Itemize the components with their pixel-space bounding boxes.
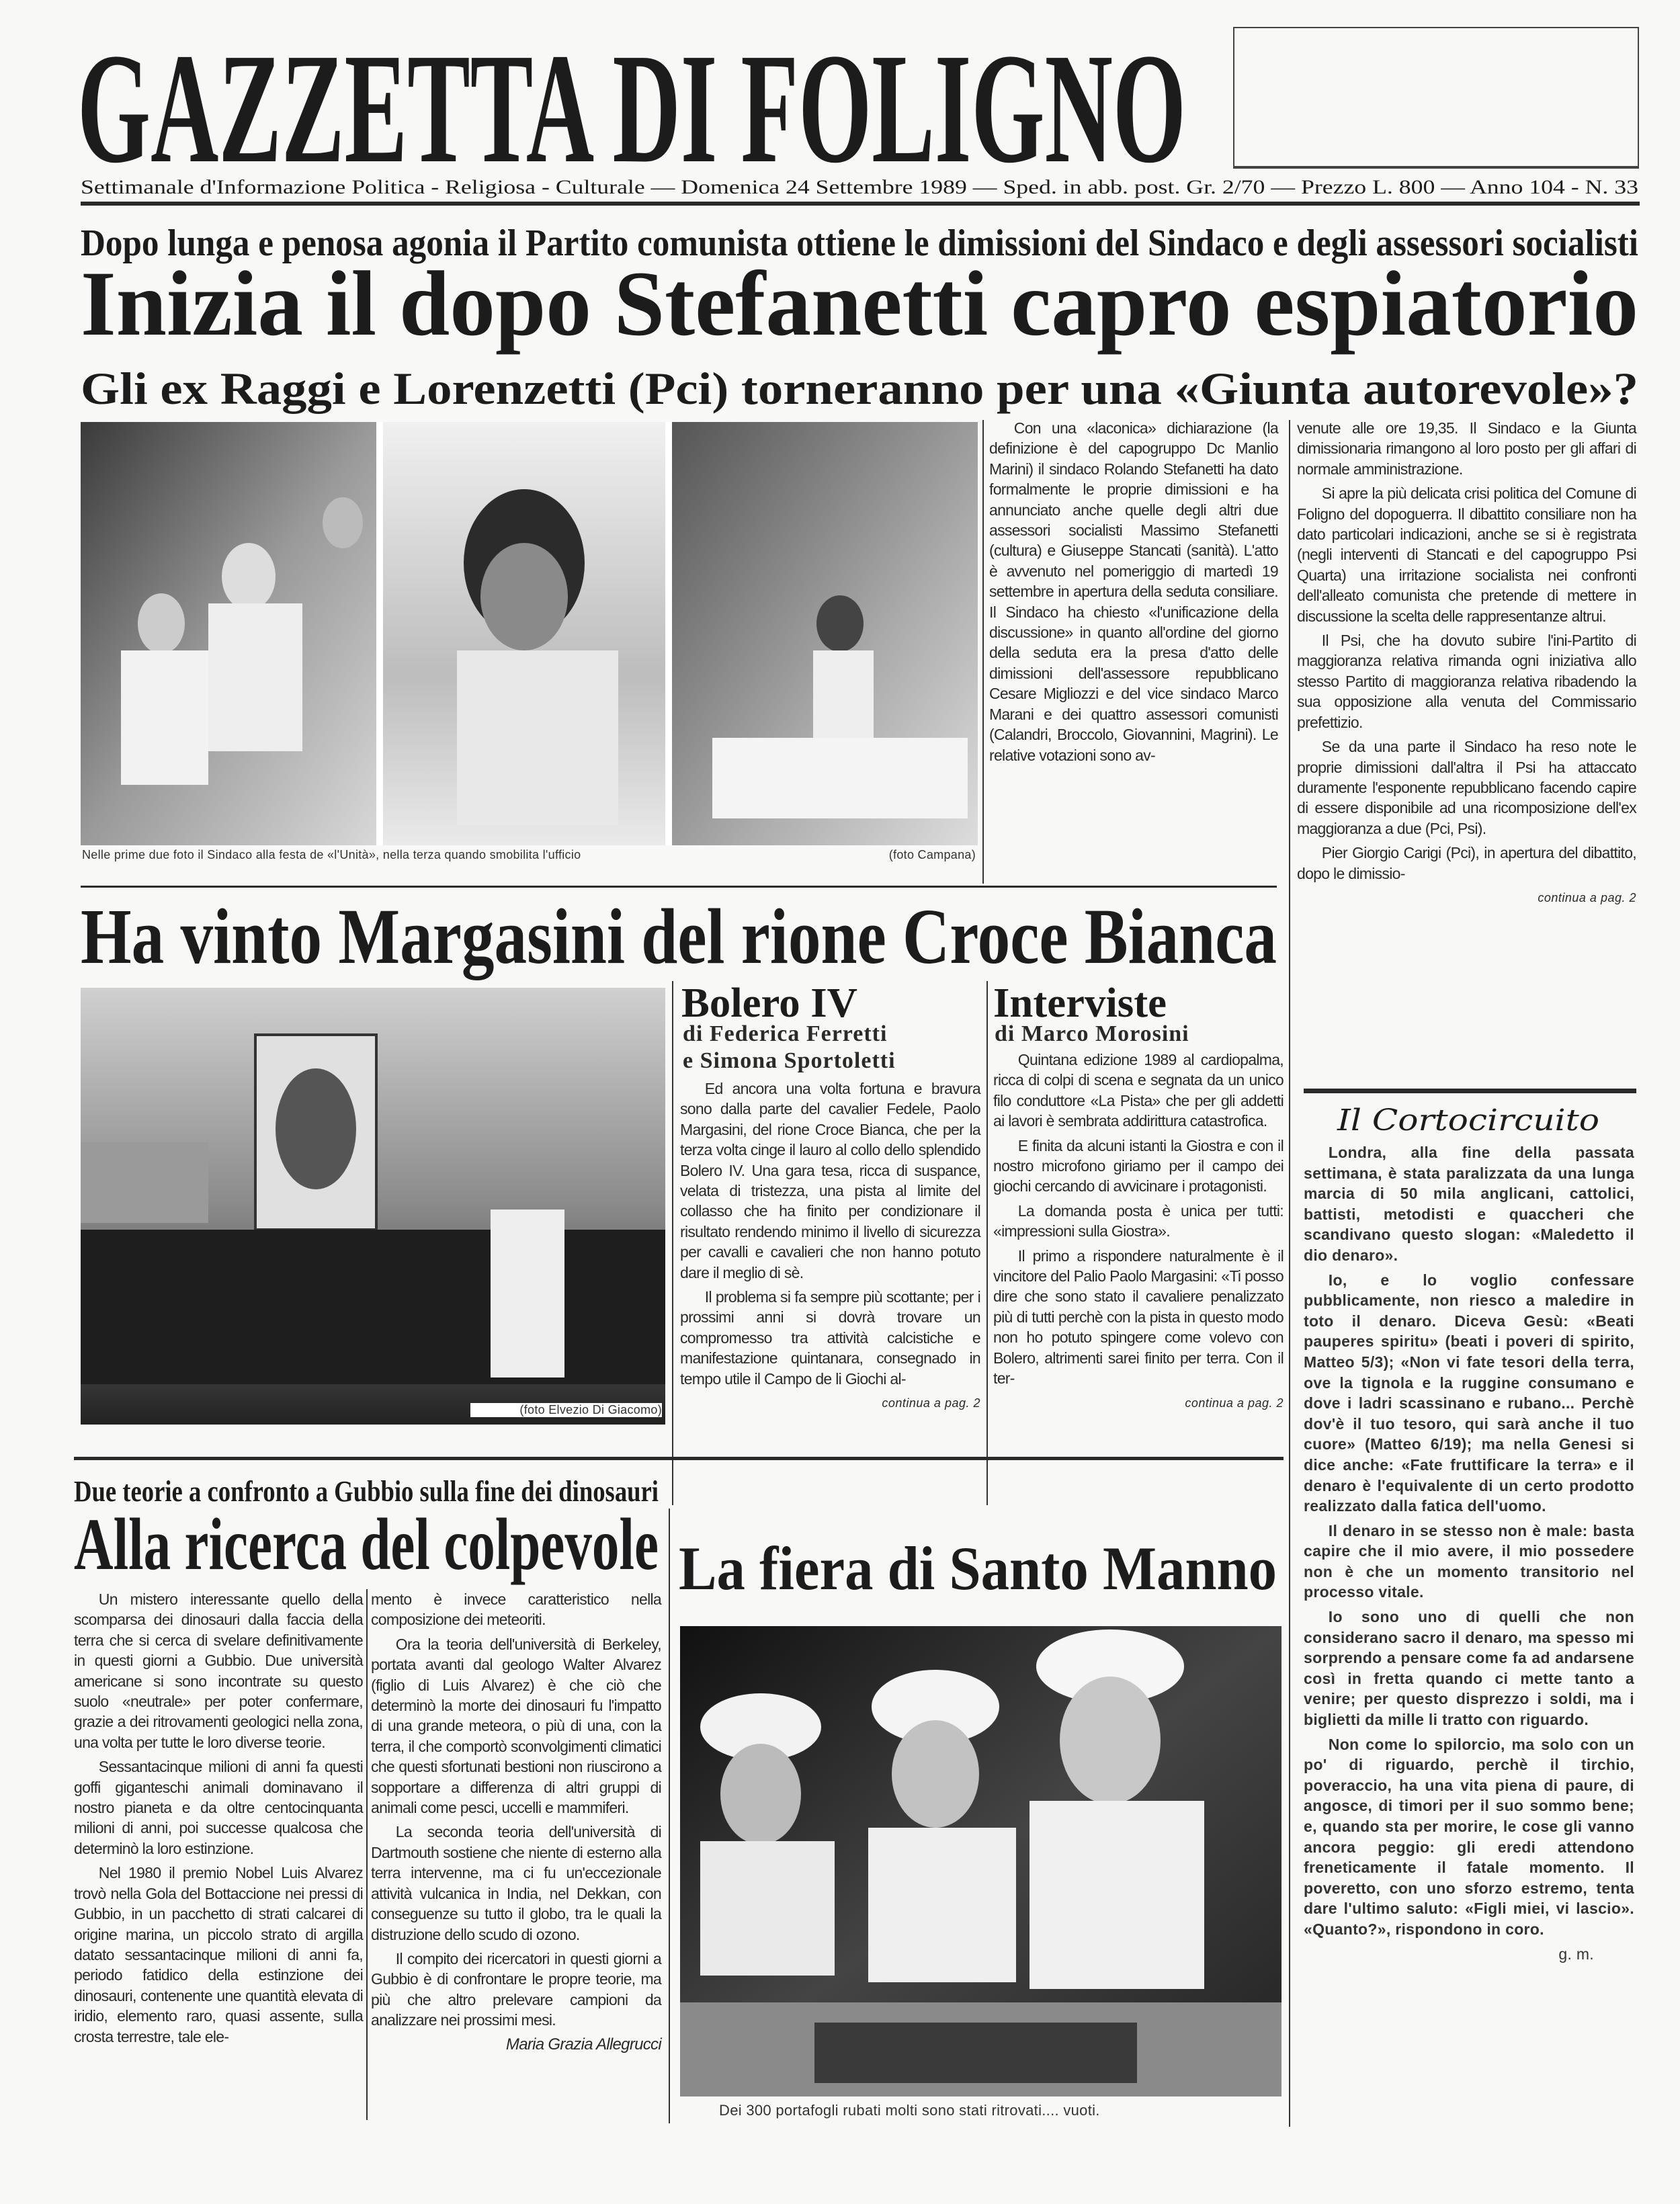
croce-bianca-photo-credit: (foto Elvezio Di Giacomo) [470, 1403, 662, 1417]
dinosauri-headline-text: Alla ricerca del colpevole [74, 1503, 659, 1585]
column-divider [669, 1509, 670, 2123]
paragraph: Nel 1980 il premio Nobel Luis Alvarez trovò nella Gola del Bottaccione nei pressi di Gubbio, in un pacchetto di strati calcarei di origine marina, un piccolo strato di argilla datato sessantacinque milioni di anni fa, periodo fatidico della estinzione dei dinosauri, contenente une quantità elevata di iridio, elemento raro, quasi assente, sulla crosta terrestre, tale ele- [74, 1864, 363, 2045]
cortocircuito-title-text: Il Cortocircuito [1336, 1103, 1599, 1138]
fiera-headline-text: La fiera di Santo Manno [679, 1534, 1277, 1603]
continued-link[interactable]: continua a pag. 2 [1538, 890, 1636, 904]
quintana-headline [81, 892, 1280, 980]
column-divider [366, 1589, 368, 2120]
bolero-byline-2: e Simona Sportoletti [683, 1048, 896, 1073]
fiera-headline [679, 1529, 1284, 1603]
column-rule [1304, 1089, 1636, 1093]
section-rule [74, 1457, 1284, 1460]
bolero-byline-1: di Federica Ferretti [683, 1021, 888, 1046]
paragraph: venute alle ore 19,35. Il Sindaco e la Giunta dimissionaria rimangono al loro posto per gli affari di normale amministrazione. [1297, 419, 1636, 478]
column-divider [1289, 420, 1290, 2127]
lead-subheadline [81, 359, 1640, 413]
lead-kicker-text: Dopo lunga e penosa agonia il Partito comunista ottiene le dimissioni del Sindaco e degli assessori socialisti [81, 222, 1638, 264]
lead-article-col1 [989, 418, 1278, 882]
interviste-byline: di Marco Morosini [995, 1021, 1189, 1046]
lead-headline-text: Inizia il dopo Stefanetti capro espiatorio [81, 252, 1638, 355]
paragraph: Ed ancora una volta fortuna e bravura sono dalla parte del cavalier Fedele, Paolo Margasini, del rione Croce Bianca, che per la terza volta cinge il lauro al collo dello splendido Bolero IV. Una gara tesa, ricca di suspance, velata di tristezza, una pista al limite del collasso che ha finito per condizionare il risultato rendendo minimo il livello di sicurezza per cavalli e cavalieri che non hanno potuto dare il meglio di sè. [680, 1080, 980, 1281]
police-officers-image [680, 1626, 1282, 2096]
lead-headline [81, 252, 1640, 355]
lead-article-col2 [1297, 418, 1636, 1043]
paragraph: Il denaro in se stesso non è male: basta capire che il mio avere, il mio possedere non è che un momento transitorio nel processo vitale. [1304, 1521, 1634, 1601]
bolero-article [680, 1078, 980, 1509]
paragraph: La domanda posta è unica per tutti: «impressioni sulla Giostra». [993, 1201, 1284, 1240]
paragraph: E finita da alcuni istanti la Giostra e con il nostro microfono giriamo per il campo dei giochi cercando di avvicinare i protagonisti. [993, 1136, 1284, 1195]
dinosauri-kicker-text: Due teorie a confronto a Gubbio sulla fine dei dinosauri [74, 1475, 659, 1508]
paragraph: Londra, alla fine della passata settimana, è stata paralizzata da una lunga marcia di 50 mila anglicani, cattolici, battisti, metodisti e quaccheri che scandivano questo slogan: «Maledetto il dio denaro». [1304, 1144, 1634, 1264]
masthead-subtitle-text: Settimanale d'Informazione Politica - Religiosa - Culturale — Domenica 24 Settembre 1989 — Sped. in abb. post. Gr. 2/70 — Prezzo L. 800 — Anno 104 - N. 33 [81, 176, 1638, 198]
paragraph: Si apre la più delicata crisi politica del Comune di Foligno del dopoguerra. Il dibattito consiliare non ha dato particolari indicazioni, anche se si è registrata (negli interventi di Stancati e del capogruppo Psi Quarta) una irritazione socialista nei confronti dell'alleato comunista che pretende di mettere in discussione la scelta delle rappresentanze altrui. [1297, 484, 1636, 625]
paragraph: Non come lo spilorcio, ma solo con un po' di riguardo, perchè il tirchio, poveraccio, ha una vita piena di paure, di angosce, di timori per il suo sommo bene; e, quando sta per morire, le cose gli vanno ancora peggio: gli eredi attendono freneticamente il fatale momento. Il poveretto, con uno sforzo estremo, tenta dare l'ultimo saluto: «Figli miei, vi lascio». «Quanto?», rispondono in coro. [1304, 1735, 1634, 1938]
cortocircuito-title [1337, 1097, 1620, 1144]
cortocircuito-article [1304, 1142, 1634, 2110]
masthead-box [1233, 27, 1639, 169]
paragraph: mento è invece caratteristico nella composizione dei meteoriti. [371, 1591, 661, 1629]
paragraph: Pier Giorgio Carigi (Pci), in apertura del dibattito, dopo le dimissio- [1297, 844, 1636, 882]
column-divider [986, 981, 988, 1505]
paragraph: Il Psi, che ha dovuto subire l'ini-Partito di maggioranza relativa rimanda ogni iniziativa allo stesso Partito di maggioranza relativa ribadendo la sua opposizione alla venuta del Commissario prefettizio. [1297, 632, 1636, 731]
paragraph: Sessantacinque milioni di anni fa questi goffi giganteschi animali dominavano il nostro pianeta e da oltre centocinquanta milioni di anni, poi successe qualcosa che determinò la loro estinzione. [74, 1758, 363, 1857]
lead-subheadline-text: Gli ex Raggi e Lorenzetti (Pci) torneranno per una «Giunta autorevole»? [81, 363, 1638, 414]
continued-link[interactable]: continua a pag. 2 [1185, 1396, 1284, 1410]
masthead-subtitle [81, 173, 1640, 200]
signature: g. m. [1558, 1945, 1594, 1963]
dinosauri-col1 [74, 1589, 363, 2120]
column-divider [982, 420, 984, 884]
fiera-photo-caption: Dei 300 portafogli rubati molti sono stati ritrovati.... vuoti. [719, 2102, 1100, 2119]
interviste-title [991, 978, 1192, 1025]
dinosauri-col2 [371, 1589, 661, 2120]
paragraph: Ora la teoria dell'università di Berkeley, portata avanti dal geologo Walter Alvarez (figlio di Luis Alvarez) è che ciò che determinò la morte dei dinosauri fu l'impatto di una grande meteora, o più di una, con la terra, il che comportò sconvolgimenti climatici che questi sfortunati bestioni non riuscirono a sopportare a differenza di altri gruppi di animali come pesci, uccelli e mammiferi. [371, 1635, 661, 1817]
croce-bianca-photo [81, 988, 665, 1425]
column-divider [672, 981, 673, 1505]
lead-photo-strip [81, 422, 978, 845]
interviste-title-text: Interviste [993, 980, 1167, 1026]
bolero-title [679, 978, 874, 1025]
lead-photo-caption: Nelle prime due foto il Sindaco alla festa de «l'Unità», nella terza quando smobilita l'ufficio [82, 848, 581, 861]
paragraph: Il problema si fa sempre più scottante; per i prossimi anni si dovrà trovare un compromesso tra attività calcistiche e manifestazione quintanara, consegnado in tempo utile il Campo de li Giochi al- [680, 1288, 980, 1388]
paragraph: Se da una parte il Sindaco ha reso note le proprie dimissioni dall'altra il Psi ha attaccato duramente l'esponente repubblicano facendo capire di essere disponibile ad una ricomposizione dell'ex maggioranza a due (Pci, Psi). [1297, 738, 1636, 837]
lead-photo-credit: (foto Campana) [888, 848, 976, 861]
parade-image [81, 988, 665, 1425]
section-rule [81, 886, 1277, 888]
masthead-rule [81, 202, 1640, 206]
continued-link[interactable]: continua a pag. 2 [882, 1396, 980, 1410]
interviste-article [993, 1050, 1284, 1509]
dinosauri-headline [74, 1503, 665, 1585]
paragraph: Con una «laconica» dichiarazione (la definizione è del capogruppo Dc Manlio Marini) il sindaco Rolando Stefanetti ha dato formalmente le proprie dimissioni e ha annunciato anche quelle degli altri due assessori socialisti Massimo Stefanetti (cultura) e Giuseppe Stancati (sanità). L'atto è avvenuto nel pomeriggio di martedì 19 settembre in apertura della seduta consiliare. Il Sindaco ha chiesto «l'unificazione della discussione» in quanto all'ordine del giorno della seduta era la presa d'atto delle dimissioni dell'assessore repubblicano Cesare Migliozzi e del vice sindaco Marco Marani e dei quattro assessori comunisti (Calandri, Broccolo, Giovannini, Magrini). Le relative votazioni sono av- [989, 419, 1278, 764]
paragraph: Il compito dei ricercatori in questi giorni a Gubbio è di confrontare le propre teorie, ma più che altro prelevare campioni da analizzare nei prossimi mesi. [371, 1949, 661, 2029]
paragraph: Io sono uno di quelli che non considerano sacro il denaro, ma spesso mi sorprendo a pensare come fa ad andarsene così in fretta quando ci mette tanto a venire; per questo disprezzo i soldi, ma i biglietti da mille li tratto con riguardo. [1304, 1608, 1634, 1729]
bolero-title-text: Bolero IV [681, 980, 858, 1026]
masthead-title-text: GAZZETTA DI FOLIGNO [77, 21, 1186, 196]
paragraph: La seconda teoria dell'università di Dartmouth sostiene che niente di esterno alla terra intervenne, ma ci fu un'eccezionale attività vulcanica in India, nel Dekkan, con conseguenze su tutto il globo, tra le quali la distruzione dello scudo di ozono. [371, 1823, 661, 1943]
paragraph: Un mistero interessante quello della scomparsa dei dinosauri dalla faccia della terra che si cerca di svelare definitivamente in questi giorni a Gubbio. Due università americane si sono incontrate su questo suolo «neutrale» per poter confermare, grazie a dei ritrovamenti geologici nella zona, una volta per tutte le loro diverse teorie. [74, 1591, 363, 1751]
fiera-photo [680, 1626, 1282, 2096]
paragraph: Il primo a rispondere naturalmente è il vincitore del Palio Paolo Margasini: «Ti posso dire che sono stato il cavaliere penalizzato più di tutti perchè con la pista in questo modo non ho potuto spingere come volevo con Bolero, altrimenti sarei finito per terra. Con il ter- [993, 1246, 1284, 1388]
paragraph: Quintana edizione 1989 al cardiopalma, ricca di colpi di scena e segnata da un unico filo conduttore «La Pista» che per gli addetti ai lavori è sembrata addirittura catastrofica. [993, 1051, 1284, 1130]
lead-photos-image [81, 422, 978, 845]
paragraph: Io, e lo voglio confessare pubblicamente, non riesco a maledire in toto il denaro. Diceva Gesù: «Beati pauperes spiritu» (beati i poveri di spirito, Matteo 5/3); «Non vi fate tesori della terra, ove la tignola e la ruggine consumano e dove i ladri scassinano e rubano... Perchè dov'è il tuo tesoro, qui sarà anche il tuo cuore» (Matteo 6/19); ma nella Genesi si dice anche: «Fate fruttificare la terra» e il denaro è l'equivalente di un certo prodotto realizzato dalla fatica dell'uomo. [1304, 1271, 1634, 1515]
author: Maria Grazia Allegrucci [505, 2035, 661, 2053]
quintana-headline-text: Ha vinto Margasini del rione Croce Bianca [81, 892, 1277, 980]
